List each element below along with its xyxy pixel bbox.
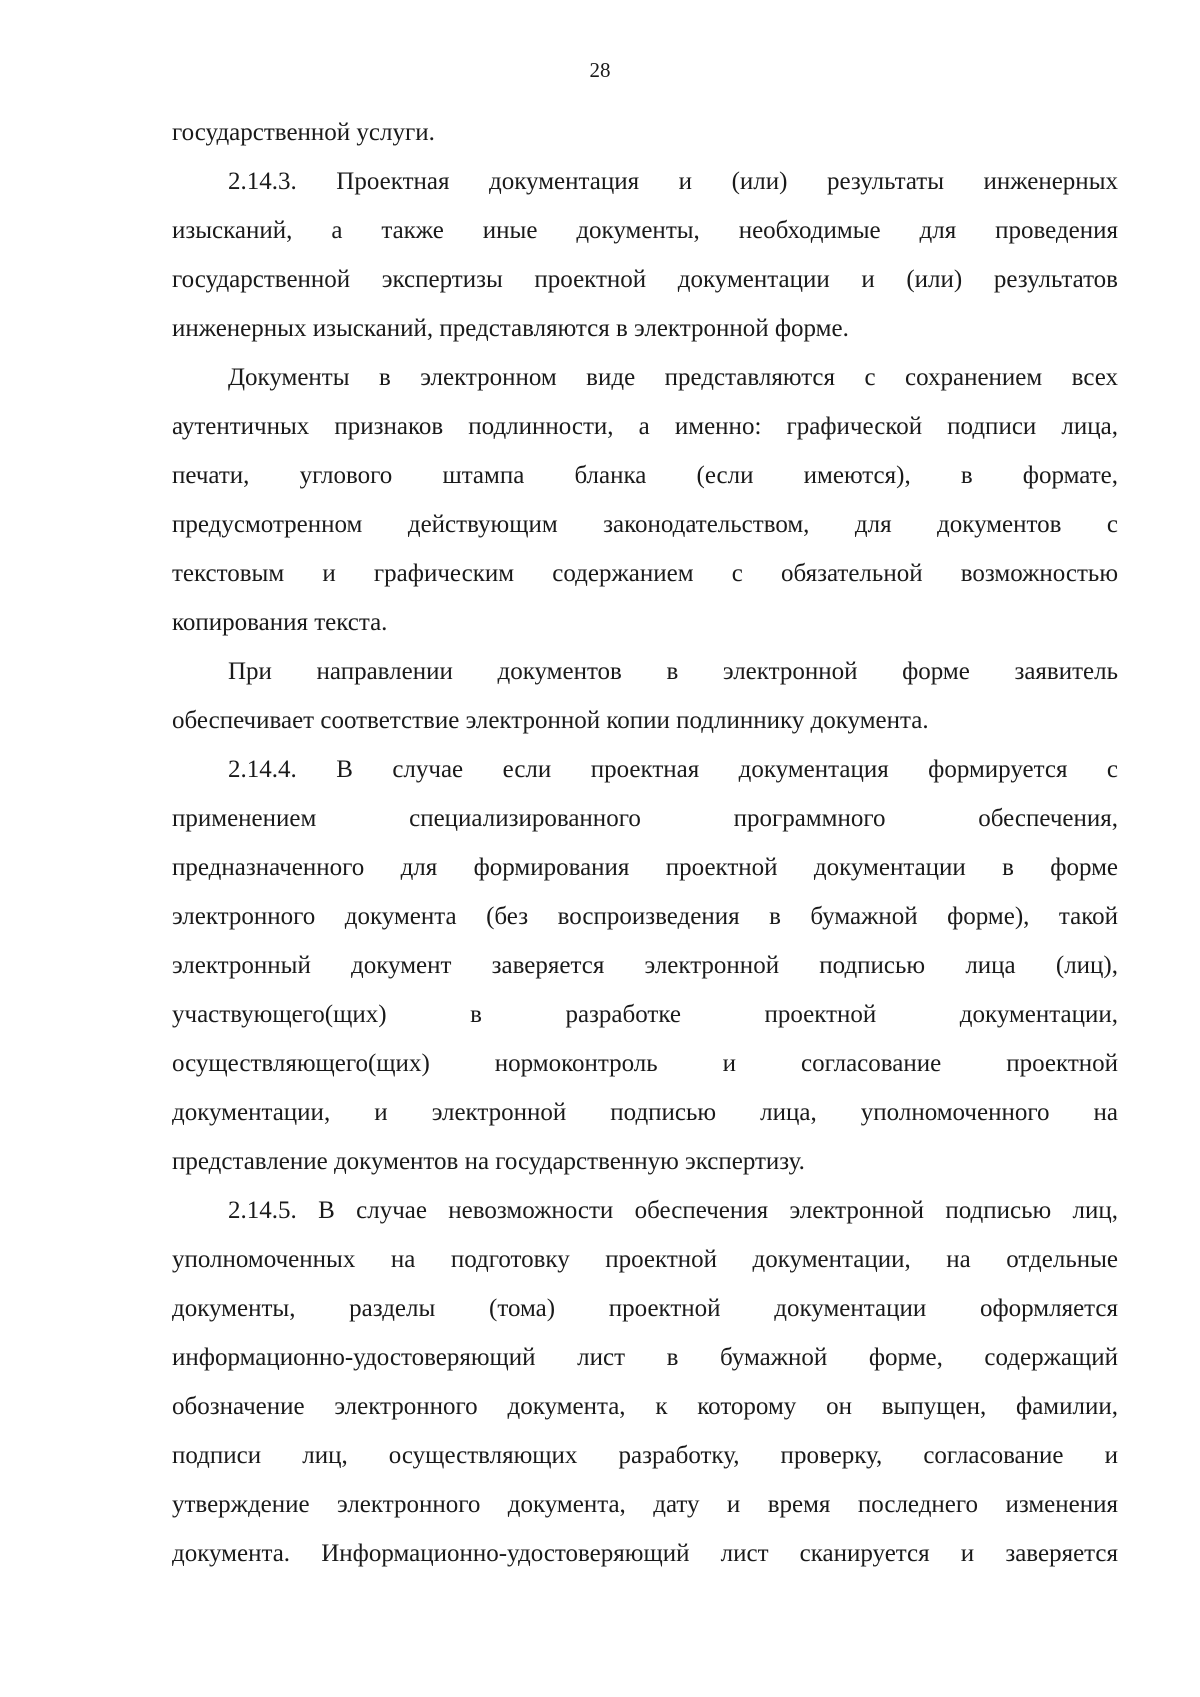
text-line: текстовым и графическим содержанием с обязательной возможностью <box>172 560 1118 587</box>
text-line: государственной услуги. <box>172 119 435 146</box>
text-line: электронный документ заверяется электронной подписью лица (лиц), <box>172 952 1118 979</box>
text-line: копирования текста. <box>172 609 388 636</box>
text-line: 2.14.3. Проектная документация и (или) результаты инженерных <box>228 168 1118 195</box>
text-line: документа. Информационно-удостоверяющий лист сканируется и заверяется <box>172 1540 1118 1567</box>
text-line: обеспечивает соответствие электронной копии подлиннику документа. <box>172 707 929 734</box>
text-line: инженерных изысканий, представляются в электронной форме. <box>172 315 849 342</box>
text-line: участвующего(щих) в разработке проектной документации, <box>172 1001 1118 1028</box>
text-line: изысканий, а также иные документы, необходимые для проведения <box>172 217 1118 244</box>
text-line: документации, и электронной подписью лица, уполномоченного на <box>172 1099 1118 1126</box>
text-line: обозначение электронного документа, к которому он выпущен, фамилии, <box>172 1393 1118 1420</box>
text-line: информационно-удостоверяющий лист в бумажной форме, содержащий <box>172 1344 1118 1371</box>
text-line: электронного документа (без воспроизведения в бумажной форме), такой <box>172 903 1118 930</box>
text-line: предназначенного для формирования проектной документации в форме <box>172 854 1118 881</box>
text-line: аутентичных признаков подлинности, а именно: графической подписи лица, <box>172 413 1118 440</box>
text-line: Документы в электронном виде представляются с сохранением всех <box>228 364 1118 391</box>
text-line: осуществляющего(щих) нормоконтроль и согласование проектной <box>172 1050 1118 1077</box>
text-line: 2.14.5. В случае невозможности обеспечения электронной подписью лиц, <box>228 1197 1118 1224</box>
text-line: представление документов на государственную экспертизу. <box>172 1148 805 1175</box>
text-line: подписи лиц, осуществляющих разработку, проверку, согласование и <box>172 1442 1118 1469</box>
text-line: уполномоченных на подготовку проектной документации, на отдельные <box>172 1246 1118 1273</box>
body-text <box>172 108 1118 1578</box>
text-line: государственной экспертизы проектной документации и (или) результатов <box>172 266 1118 293</box>
text-line: применением специализированного программного обеспечения, <box>172 805 1118 832</box>
text-line: 2.14.4. В случае если проектная документация формируется с <box>228 756 1118 783</box>
text-line: При направлении документов в электронной форме заявитель <box>228 658 1118 685</box>
text-line: утверждение электронного документа, дату и время последнего изменения <box>172 1491 1118 1518</box>
page-number: 28 <box>589 58 611 82</box>
text-line: печати, углового штампа бланка (если имеются), в формате, <box>172 462 1118 489</box>
text-line: предусмотренном действующим законодательством, для документов с <box>172 511 1118 538</box>
text-line: документы, разделы (тома) проектной документации оформляется <box>172 1295 1118 1322</box>
